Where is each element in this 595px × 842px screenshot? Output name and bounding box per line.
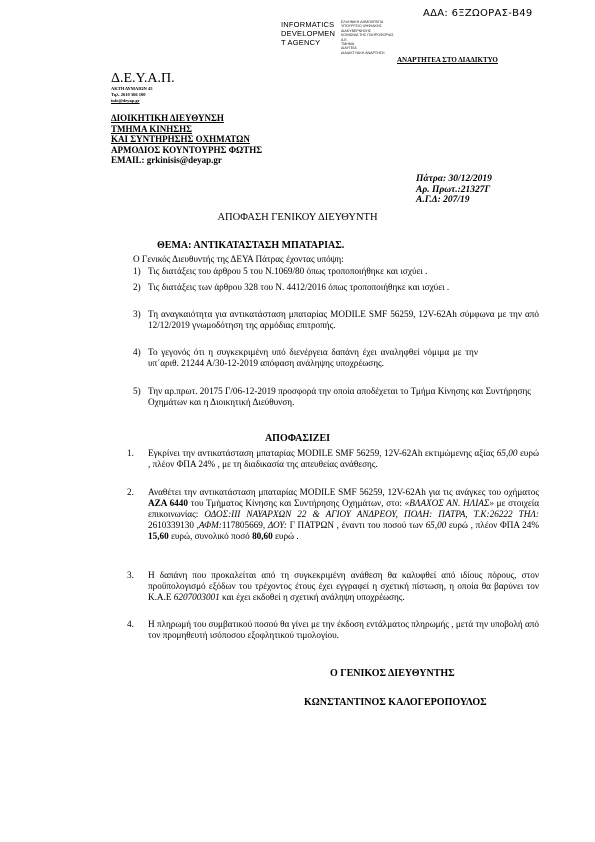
list-item bbox=[127, 570, 539, 614]
item-number: 4) bbox=[133, 347, 141, 357]
doc-agd: Α.Γ.Δ: 207/19 bbox=[416, 195, 470, 205]
item-number: 1. bbox=[127, 448, 134, 458]
logo-line: INFORMATICS bbox=[281, 20, 335, 29]
signature-role: Ο ΓΕΝΙΚΟΣ ΔΙΕΥΘΥΝΤΗΣ bbox=[330, 668, 455, 679]
list-item bbox=[133, 309, 539, 342]
org-address: ΑΚΤΗ ΔΥΜΑΙΩΝ 45 bbox=[111, 86, 153, 91]
dept-email: EMAIL: grkinisis@deyap.gr bbox=[111, 155, 222, 165]
item-text: Τις διατάξεις των άρθρου 328 του Ν. 4412/2016 όπως τροποποιήθηκε και ισχύει . bbox=[148, 282, 450, 292]
vendor-address: ΟΔΟΣ:ΙΙΙ ΝΑΥΑΡΧΩΝ 22 & ΑΓΙΟΥ ΑΝΔΡΕΟΥ, ΠΟΛΗ: ΠΑΤΡΑ, Τ.Κ:26222 ΤΗΛ: bbox=[204, 509, 539, 519]
ada-code: ΑΔΑ: 6ΞΖΩΟΡΑΣ-Β49 bbox=[423, 8, 533, 19]
doc-date: Πάτρα: 30/12/2019 bbox=[416, 174, 492, 184]
item-number: 4. bbox=[127, 619, 134, 629]
item-text: Το γεγονός ότι η συγκεκριμένη υπό διενέργεια δαπάνη έχει αναληφθεί νόμιμα με την υπ΄αριθ. 21244 Α/30-12-2019 απόφαση ανάληψης υποχρέωσης. bbox=[148, 347, 478, 368]
item-text: Η πληρωμή του συμβατικού ποσού θα γίνει με την έκδοση εντάλματος πληρωμής , μετά την υποβολή από τον προμηθευτή ισόποσου εξοφλητικού τιμολογίου. bbox=[148, 619, 539, 640]
dept-line: ΔΙΟΙΚΗΤΙΚΗ ΔΙΕΥΘΥΝΣΗ bbox=[111, 113, 224, 123]
list-item bbox=[127, 487, 539, 564]
kae-code: 6207003001 bbox=[173, 592, 220, 602]
department-block bbox=[111, 113, 262, 166]
posting-note: ΑΝΑΡΤΗΤΕΑ ΣΤΟ ΔΙΑΔΙΚΤΥΟ bbox=[397, 56, 498, 64]
considerations-list bbox=[133, 266, 539, 408]
logo-line: T AGENCY bbox=[281, 38, 321, 47]
dept-line: ΚΑΙ ΣΥΝΤΗΡΗΣΗΣ ΟΧΗΜΑΤΩΝ bbox=[111, 134, 250, 144]
item-number: 2) bbox=[133, 282, 141, 292]
list-item bbox=[133, 386, 539, 408]
decides-heading: ΑΠΟΦΑΣΙΖΕΙ bbox=[264, 433, 331, 444]
logo-small-line: ΚΟΙΝΩΝΙΑ ΤΗΣ ΠΛΗΡΟΦΟΡΙΑΣ bbox=[341, 33, 394, 38]
doy-label: ΔΟΥ: bbox=[267, 520, 287, 530]
item-text: Η δαπάνη που προκαλείται από τη συγκεκριμένη ανάθεση θα καλυφθεί από ιδίους πόρους, στον προϋπολογισμό εξόδων του τρέχοντος έτους έχει εγγραφεί η σχετική πίστωση, η οποία θα βαρύνει τον Κ.Α.Ε 6207003001 και έχει εκδοθεί η σχετική ανάληψη υποχρέωσης. bbox=[148, 570, 539, 602]
total-value: 80,60 bbox=[252, 531, 273, 541]
item-text: Αναθέτει την αντικατάσταση μπαταρίας MODILE SMF 56259, 12V-62Ah για τις ανάγκες του οχήματος ΑΖΑ 6440 του Τμήματος Κίνησης και Συντήρησης Οχημάτων, στο: «ΒΛΑΧΟΣ ΑΝ. ΗΛΙΑΣ» με στοιχεία επικοινωνίας: ΟΔΟΣ:ΙΙΙ ΝΑΥΑΡΧΩΝ 22 & ΑΓΙΟΥ ΑΝΔΡΕΟΥ, ΠΟΛΗ: ΠΑΤΡΑ, Τ.Κ:26222 ΤΗΛ: 2610339130 ,ΑΦΜ:117805669, ΔΟΥ: Γ ΠΑΤΡΩΝ , έναντι του ποσού των 65,00 ευρώ , πλέον ΦΠΑ 24% 15,60 ευρώ, συνολικό ποσό 80,60 ευρώ . bbox=[148, 487, 540, 541]
logo-small-line: ΔΙΑΔΙΚΤΥΑΚΗ ΑΝΑΡΤΗΣΗ bbox=[341, 50, 385, 55]
amount-value: 65,00 bbox=[425, 520, 447, 530]
intro-line: Ο Γενικός Διευθυντής της ΔΕΥΑ Πάτρας έχοντας υπόψη: bbox=[133, 254, 344, 264]
item-number: 3) bbox=[133, 309, 141, 319]
signature-name: ΚΩΝΣΤΑΝΤΙΝΟΣ ΚΑΛΟΓΕΡΟΠΟΥΛΟΣ bbox=[304, 697, 487, 708]
list-item bbox=[127, 448, 539, 481]
logo-small-line: ΔΙΑΚΥΒΕΡΝΗΣΗΣ bbox=[341, 28, 372, 33]
vehicle-plate: ΑΖΑ 6440 bbox=[148, 498, 188, 508]
vendor-name: «ΒΛΑΧΟΣ ΑΝ. ΗΛΙΑΣ» bbox=[404, 498, 494, 508]
logo-small-line: ΔΙΑΥΓΕΙΑ bbox=[341, 46, 357, 51]
decisions-list bbox=[127, 448, 539, 652]
org-address-block bbox=[111, 86, 152, 104]
informatics-logo bbox=[281, 20, 335, 47]
item-number: 5) bbox=[133, 386, 141, 396]
list-item bbox=[133, 266, 539, 277]
item-text: Τη αναγκαιότητα για αντικατάσταση μπαταρίας MODILE SMF 56259, 12V-62Ah σύμφωνα με την από 12/12/2019 γνωμοδότηση της αρμόδιας επιτροπής. bbox=[148, 309, 539, 330]
amount-value: 65,00 bbox=[496, 448, 518, 458]
item-text: Την αρ.πρωτ. 20175 Γ/06-12-2019 προσφορά την οποία αποδέχεται το Τμήμα Κίνησης και Συντήρησης Οχημάτων και η Διοικητική Διεύθυνση. bbox=[148, 386, 531, 407]
subject-line: ΘΕΜΑ: ΑΝΤΙΚΑΤΑΣΤΑΣΗ ΜΠΑΤΑΡΙΑΣ. bbox=[157, 240, 345, 251]
org-title: Δ.Ε.Υ.Α.Π. bbox=[111, 71, 175, 86]
logo-small-text bbox=[341, 20, 394, 55]
logo-small-line: ΤΜΗΜΑ bbox=[341, 42, 355, 47]
doc-protocol: Αρ. Πρωτ.:21327Γ bbox=[416, 184, 491, 195]
logo-line: DEVELOPMEN bbox=[281, 29, 336, 38]
org-phone: Τηλ. 2610 366 100 bbox=[111, 92, 146, 97]
document-meta bbox=[416, 174, 492, 206]
item-number: 1) bbox=[133, 266, 141, 276]
afm-label: ΑΦΜ: bbox=[198, 520, 222, 530]
list-item bbox=[127, 619, 539, 652]
logo-small-line: Α.Ε. bbox=[341, 37, 348, 42]
org-email: info@deyap.gr bbox=[111, 98, 140, 103]
logo-small-line: ΥΠΟΥΡΓΕΙΟ ΨΗΦΙΑΚΗΣ bbox=[341, 24, 382, 29]
item-text: Εγκρίνει την αντικατάσταση μπαταρίας MODILE SMF 56259, 12V-62Ah εκτιμώμενης αξίας 65,00 ευρώ , πλέον ΦΠΑ 24% , με τη διαδικασία της απευθείας ανάθεσης. bbox=[148, 448, 539, 469]
item-number: 3. bbox=[127, 570, 134, 580]
list-item bbox=[133, 347, 539, 380]
item-number: 2. bbox=[127, 487, 134, 497]
logo-small-line: ΕΛΛΗΝΙΚΗ ΔΗΜΟΚΡΑΤΙΑ bbox=[341, 20, 384, 24]
dept-officer: ΑΡΜΟΔΙΟΣ ΚΟΥΝΤΟΥΡΗΣ ΦΩΤΗΣ bbox=[111, 144, 263, 155]
item-text: Τις διατάξεις του άρθρου 5 του Ν.1069/80 όπως τροποποιήθηκε και ισχύει . bbox=[148, 266, 428, 276]
list-item bbox=[133, 282, 539, 304]
dept-line: ΤΜΗΜΑ ΚΙΝΗΣΗΣ bbox=[111, 123, 193, 134]
decision-title: ΑΠΟΦΑΣΗ ΓΕΝΙΚΟΥ ΔΙΕΥΘΥΝΤΗ bbox=[217, 212, 378, 223]
vat-value: 15,60 bbox=[148, 531, 169, 541]
